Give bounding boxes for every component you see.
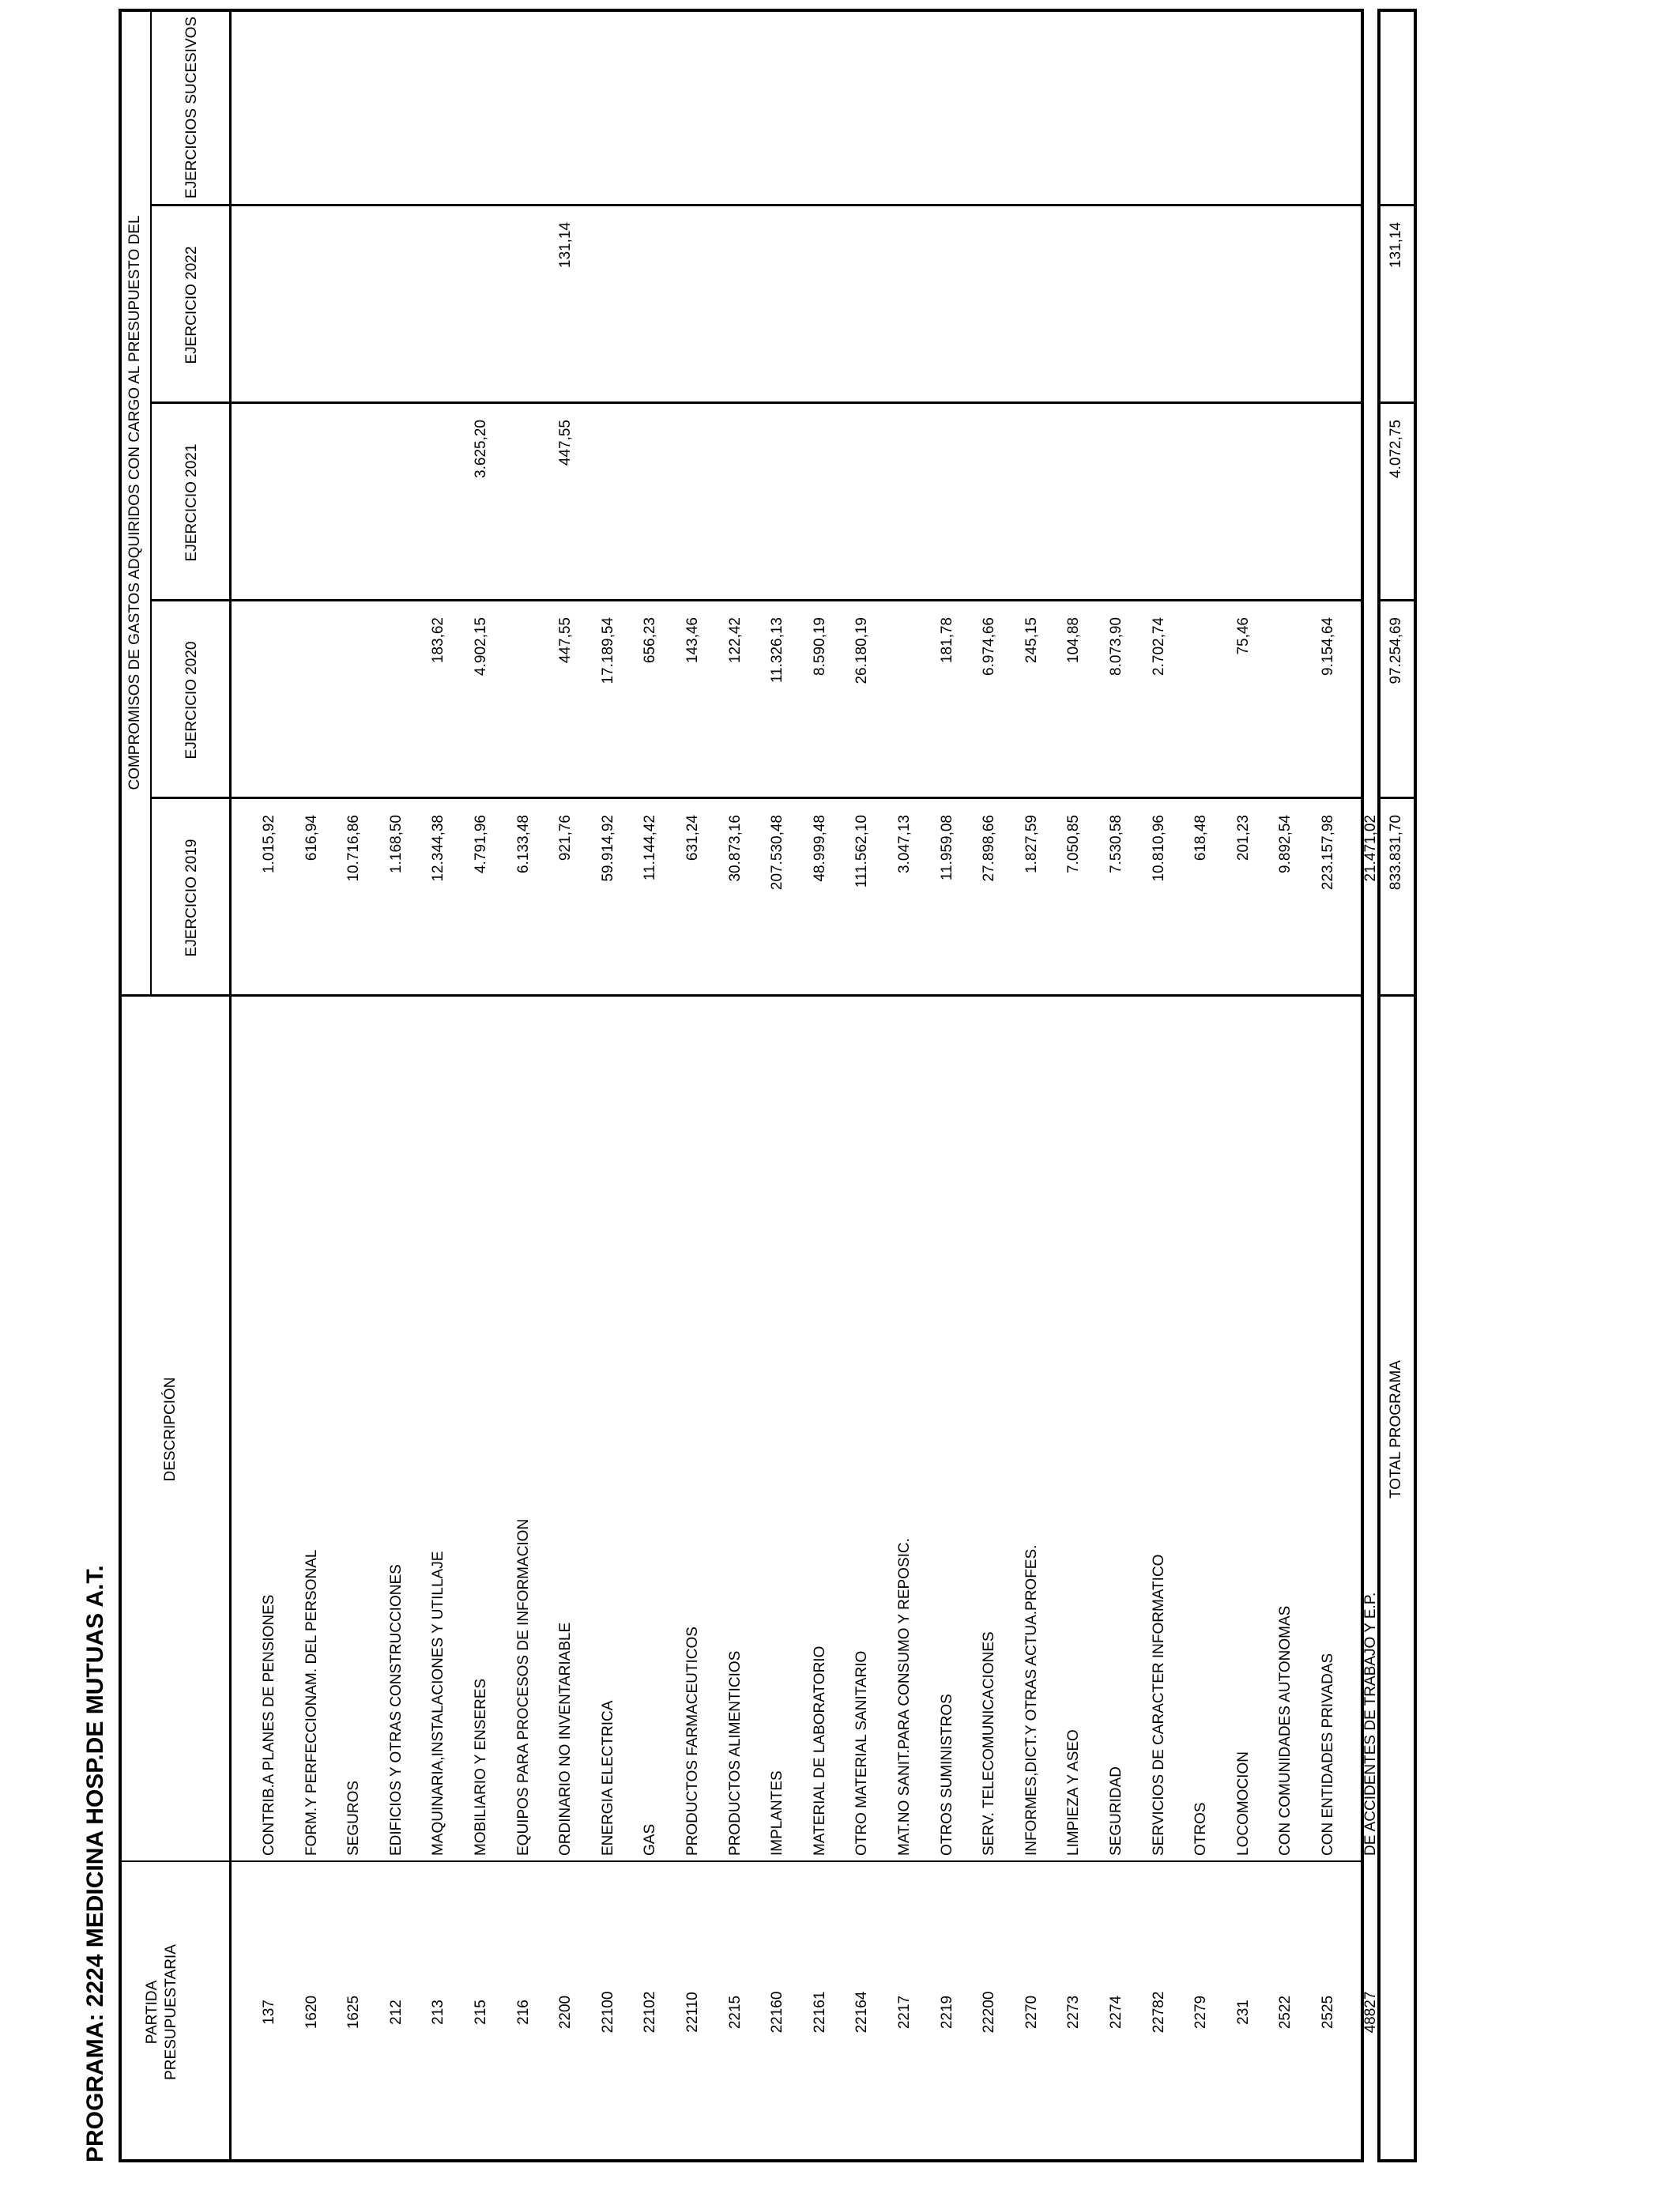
row-partida: 215 — [473, 2000, 489, 2025]
rule-h — [150, 9, 152, 997]
row-descripcion: MAQUINARIA,INSTALACIONES Y UTILLAJE — [430, 1551, 447, 1856]
row-ej2019: 616,94 — [303, 815, 320, 861]
row-ej2020: 245,15 — [1023, 617, 1040, 664]
row-ej2019: 201,23 — [1234, 815, 1252, 861]
row-descripcion: IMPLANTES — [769, 1770, 786, 1856]
row-descripcion: ENERGIA ELECTRICA — [599, 1700, 616, 1856]
row-ej2020: 9.154,64 — [1320, 617, 1336, 676]
row-descripcion: LOCOMOCION — [1234, 1751, 1252, 1856]
row-ej2020: 8.073,90 — [1108, 617, 1124, 676]
rule-v — [150, 401, 1361, 404]
row-descripcion: OTROS — [1192, 1802, 1210, 1856]
row-ej2019: 11.959,08 — [938, 815, 955, 881]
row-descripcion: EQUIPOS PARA PROCESOS DE INFORMACION — [514, 1518, 532, 1856]
row-ej2022: 131,14 — [557, 222, 574, 269]
row-ej2020: 143,46 — [684, 617, 701, 664]
row-ej2019: 921,76 — [557, 815, 574, 861]
rule-v — [150, 204, 1361, 206]
row-partida: 22110 — [684, 1992, 701, 2033]
row-partida: 22160 — [769, 1991, 786, 2034]
row-descripcion: SEGURIDAD — [1108, 1766, 1124, 1856]
row-descripcion: SERV. TELECOMUNICACIONES — [981, 1631, 998, 1856]
header-descripcion: DESCRIPCIÓN — [162, 1377, 179, 1482]
row-descripcion: CON COMUNIDADES AUTONOMAS — [1277, 1605, 1294, 1856]
row-partida: 22200 — [981, 1991, 998, 2034]
row-ej2019: 6.133,48 — [514, 815, 532, 873]
row-ej2019: 10.716,86 — [345, 815, 363, 882]
row-partida: 2219 — [938, 1995, 955, 2030]
row-ej2019: 1.168,50 — [387, 815, 405, 873]
row-ej2019: 48.999,48 — [811, 815, 828, 882]
row-descripcion: SERVICIOS DE CARACTER INFORMATICO — [1150, 1554, 1167, 1856]
row-descripcion: MOBILIARIO Y ENSERES — [473, 1678, 489, 1856]
row-descripcion: GAS — [642, 1823, 659, 1856]
row-ej2019: 30.873,16 — [726, 815, 744, 882]
header-ej2021: EJERCICIO 2021 — [183, 443, 200, 562]
row-partida: 2200 — [557, 1995, 574, 2030]
row-descripcion: CON ENTIDADES PRIVADAS — [1320, 1653, 1336, 1856]
row-ej2019: 3.047,13 — [896, 815, 913, 873]
header-partida-1: PARTIDA — [144, 1980, 160, 2045]
total-2019: 833.831,70 — [1388, 815, 1404, 891]
row-partida: 2274 — [1108, 1995, 1124, 2030]
row-ej2020: 183,62 — [430, 617, 447, 664]
row-ej2021: 447,55 — [557, 420, 574, 466]
row-ej2020: 447,55 — [557, 617, 574, 664]
row-ej2019: 59.914,92 — [599, 815, 616, 882]
row-descripcion: CONTRIB.A PLANES DE PENSIONES — [261, 1594, 277, 1856]
row-ej2020: 656,23 — [642, 617, 659, 664]
row-ej2019: 207.530,48 — [769, 815, 786, 891]
row-ej2019: 11.144,42 — [642, 815, 659, 881]
row-partida: 213 — [430, 2000, 447, 2025]
row-descripcion: DE ACCIDENTES DE TRABAJO Y E.P. — [1362, 1592, 1379, 1856]
row-ej2019: 4.791,96 — [473, 815, 489, 873]
row-ej2019: 10.810,96 — [1150, 815, 1167, 882]
row-ej2020: 17.189,54 — [599, 617, 616, 684]
total-2022: 131,14 — [1388, 222, 1404, 269]
row-ej2021: 3.625,20 — [473, 420, 489, 478]
row-partida: 22782 — [1150, 1991, 1167, 2034]
row-descripcion: INFORMES,DICT.Y OTRAS ACTUA.PROFES. — [1023, 1544, 1040, 1856]
rule-v — [150, 797, 1361, 799]
row-ej2019: 631,24 — [684, 815, 701, 861]
row-ej2019: 1.015,92 — [261, 815, 277, 873]
total-label: TOTAL PROGRAMA — [1388, 1360, 1404, 1498]
row-partida: 22102 — [642, 1991, 659, 2034]
row-partida: 2215 — [726, 1995, 744, 2030]
row-ej2020: 26.180,19 — [853, 617, 871, 684]
page-title: PROGRAMA: 2224 MEDICINA HOSP.DE MUTUAS A.T. — [82, 1565, 108, 2162]
row-ej2019: 21.471,02 — [1362, 815, 1379, 882]
total-2021: 4.072,75 — [1388, 420, 1404, 478]
row-ej2019: 9.892,54 — [1277, 815, 1294, 873]
row-descripcion: MAT.NO SANIT.PARA CONSUMO Y REPOSIC. — [896, 1538, 913, 1856]
row-partida: 22161 — [811, 1991, 828, 2034]
header-ej2022: EJERCICIO 2022 — [183, 246, 200, 364]
row-partida: 22164 — [853, 1991, 871, 2034]
row-ej2019: 27.898,66 — [981, 815, 998, 882]
row-descripcion: OTROS SUMINISTROS — [938, 1694, 955, 1856]
row-partida: 231 — [1234, 2000, 1252, 2025]
row-ej2019: 223.157,98 — [1320, 815, 1336, 891]
row-descripcion: SEGUROS — [345, 1780, 363, 1856]
row-ej2020: 181,78 — [938, 617, 955, 664]
row-partida: 2279 — [1192, 1995, 1210, 2030]
row-ej2019: 7.530,58 — [1108, 815, 1124, 873]
row-partida: 212 — [387, 2000, 405, 2025]
row-descripcion: FORM.Y PERFECCIONAM. DEL PERSONAL — [303, 1549, 320, 1856]
row-partida: 216 — [514, 2000, 532, 2025]
row-partida: 2217 — [896, 1995, 913, 2030]
row-ej2020: 11.326,13 — [769, 617, 786, 684]
row-descripcion: MATERIAL DE LABORATORIO — [811, 1646, 828, 1856]
total-2020: 97.254,69 — [1388, 617, 1404, 684]
row-ej2019: 111.562,10 — [853, 815, 871, 888]
row-descripcion: EDIFICIOS Y OTRAS CONSTRUCCIONES — [387, 1564, 405, 1856]
header-sucesivos: EJERCICIOS SUCESIVOS — [183, 16, 200, 199]
row-descripcion: PRODUCTOS ALIMENTICIOS — [726, 1650, 744, 1856]
row-partida: 2525 — [1320, 1995, 1336, 2030]
rule-h — [229, 9, 232, 2162]
rule-v — [150, 599, 1361, 601]
header-compromisos: COMPROMISOS DE GASTOS ADQUIRIDOS CON CARGO AL PRESUPUESTO DEL — [126, 215, 143, 790]
header-partida-2: PRESUPUESTARIA — [163, 1944, 179, 2080]
row-partida: 1625 — [345, 1995, 363, 2030]
row-partida: 2522 — [1277, 1995, 1294, 2030]
row-ej2020: 122,42 — [726, 617, 744, 664]
row-ej2019: 1.827,59 — [1023, 815, 1040, 873]
row-ej2019: 618,48 — [1192, 815, 1210, 861]
row-ej2019: 7.050,85 — [1065, 815, 1083, 873]
row-ej2020: 8.590,19 — [811, 617, 828, 676]
row-partida: 2273 — [1065, 1995, 1083, 2030]
row-ej2020: 2.702,74 — [1150, 617, 1167, 676]
row-descripcion: OTRO MATERIAL SANITARIO — [853, 1650, 871, 1856]
row-ej2020: 4.902,15 — [473, 617, 489, 676]
header-ej2019: EJERCICIO 2019 — [183, 839, 200, 957]
row-partida: 48827 — [1362, 1991, 1379, 2034]
row-descripcion: ORDINARIO NO INVENTARIABLE — [557, 1622, 574, 1856]
row-ej2020: 104,88 — [1065, 617, 1083, 664]
row-descripcion: LIMPIEZA Y ASEO — [1065, 1729, 1083, 1856]
row-ej2020: 75,46 — [1234, 617, 1252, 655]
row-partida: 2270 — [1023, 1995, 1040, 2030]
row-partida: 137 — [261, 2000, 277, 2025]
rule-v — [1381, 204, 1414, 206]
row-ej2020: 6.974,66 — [981, 617, 998, 676]
header-ej2020: EJERCICIO 2020 — [183, 641, 200, 760]
row-descripcion: PRODUCTOS FARMACEUTICOS — [684, 1627, 701, 1856]
row-ej2019: 12.344,38 — [430, 815, 447, 882]
row-partida: 1620 — [303, 1995, 320, 2030]
row-partida: 22100 — [599, 1991, 616, 2034]
